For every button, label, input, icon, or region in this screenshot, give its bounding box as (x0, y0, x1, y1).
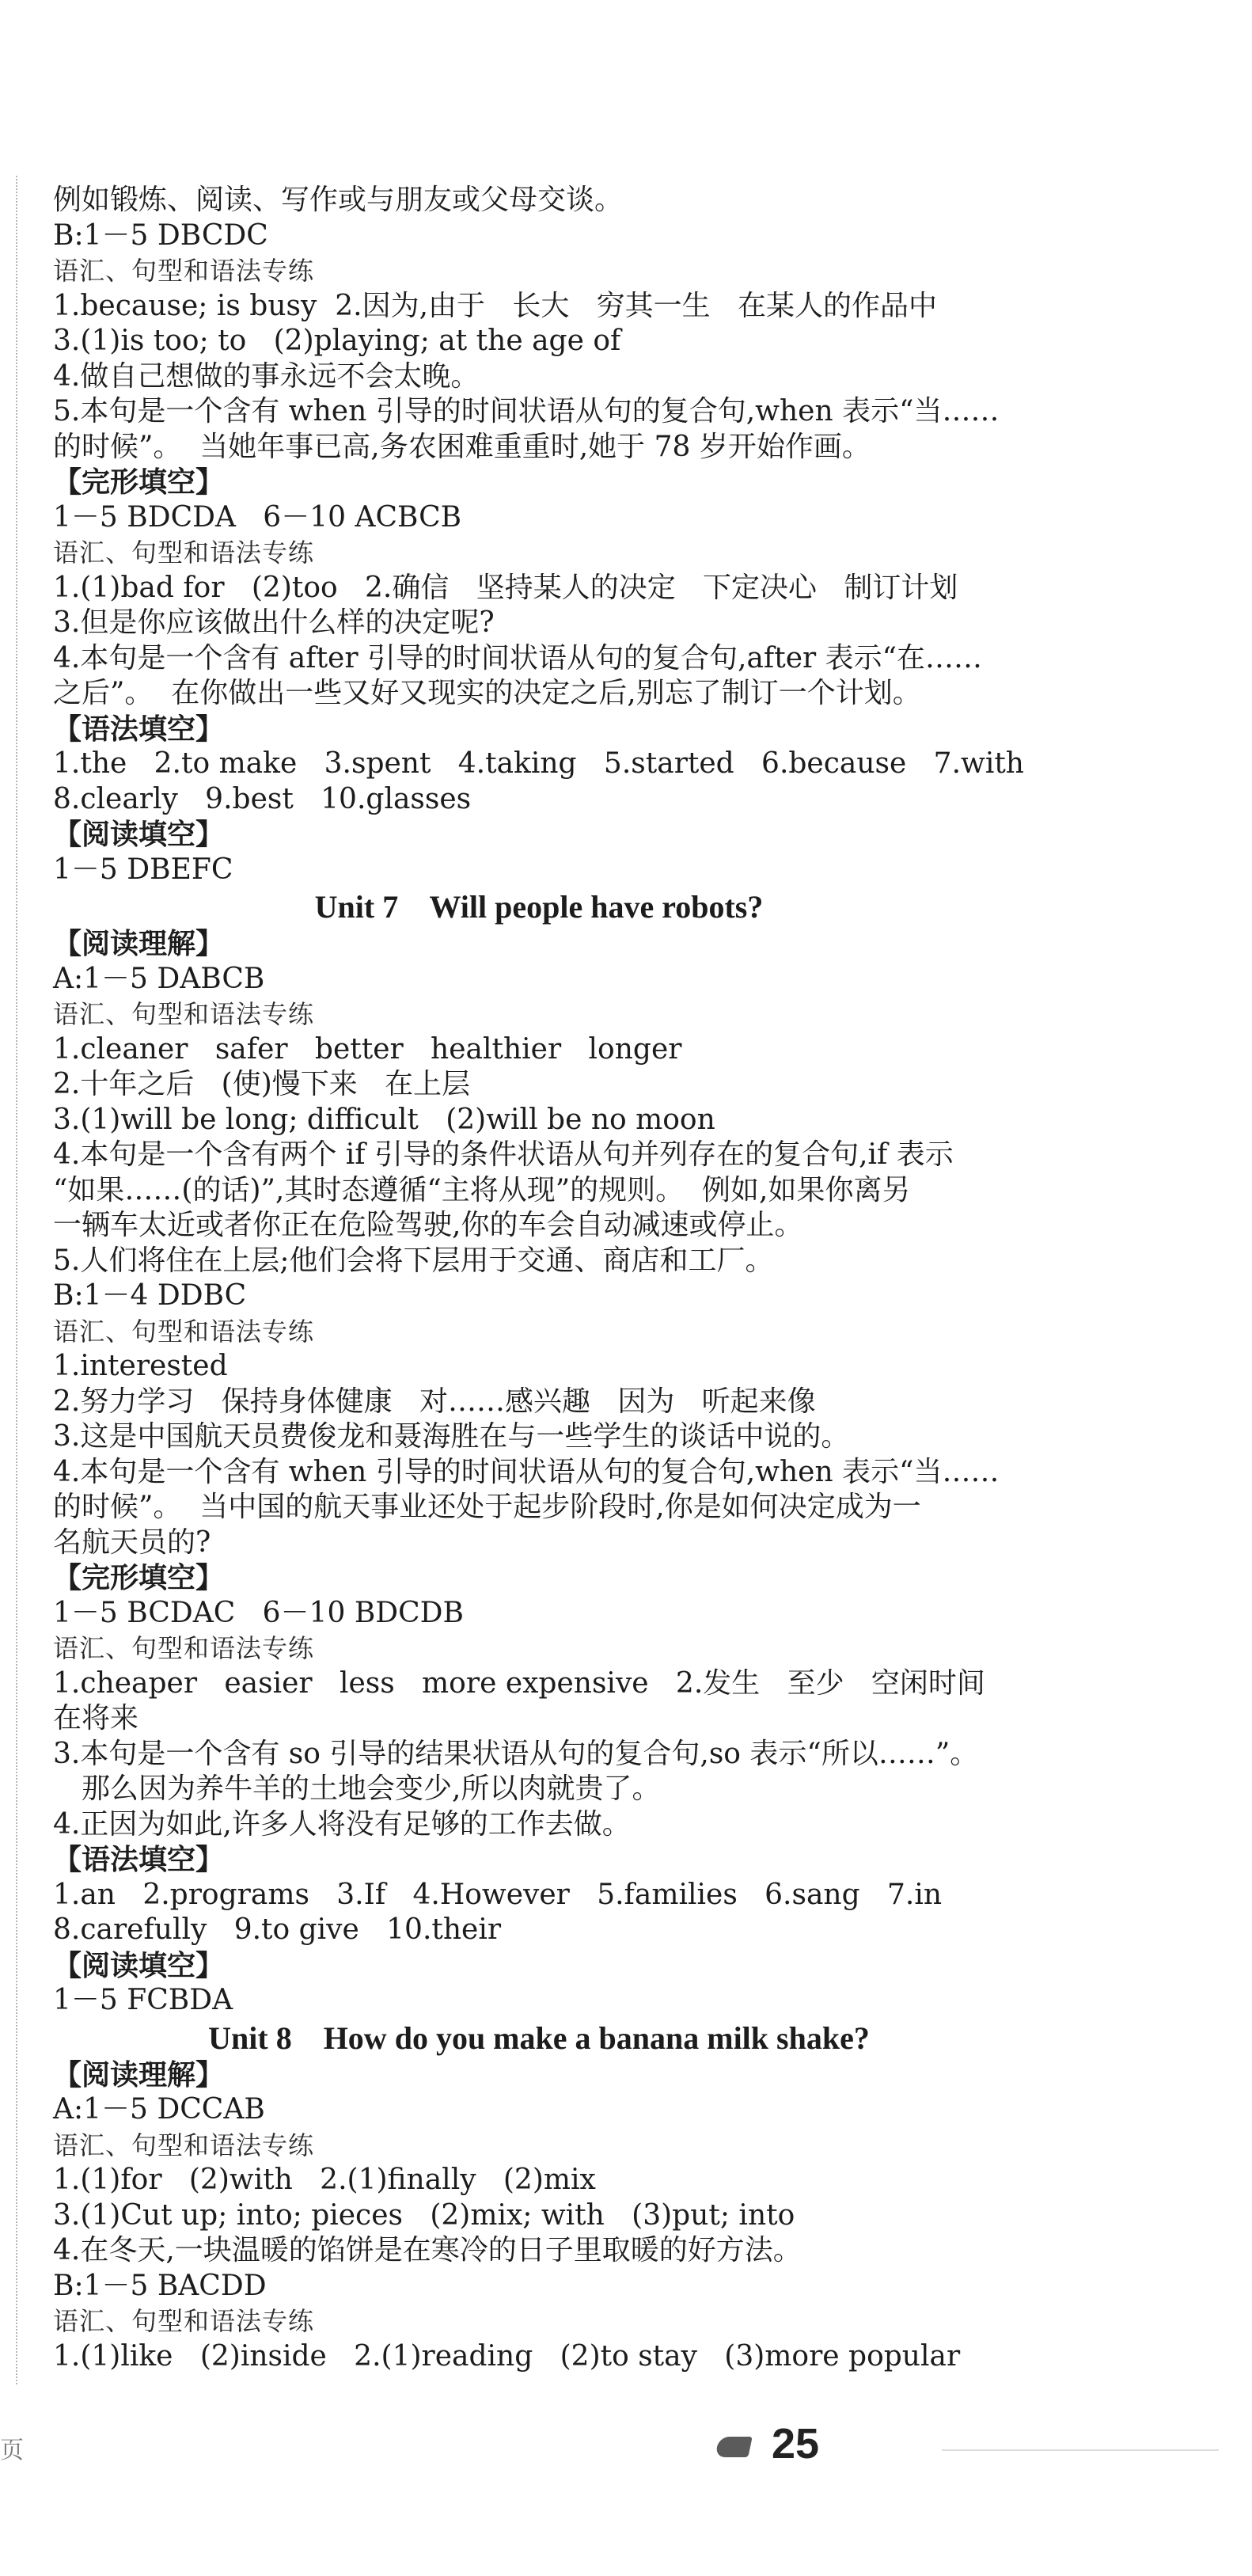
answer-line: 1－5 DBEFC (53, 853, 233, 886)
section-label: 语汇、句型和语法专练 (53, 2306, 315, 2336)
answer-line: 2.努力学习 保持身体健康 对……感兴趣 因为 听起来像 (53, 1385, 816, 1418)
section-label: 语汇、句型和语法专练 (53, 2130, 315, 2160)
answer-line: 3.本句是一个含有 so 引导的结果状语从句的复合句,so 表示“所以……”。 (53, 1737, 979, 1770)
answer-line: 3.这是中国航天员费俊龙和聂海胜在与一些学生的谈话中说的。 (53, 1420, 850, 1453)
answer-line: 4.本句是一个含有 after 引导的时间状语从句的复合句,after 表示“在…… (53, 641, 983, 674)
answer-line: 3.(1)is too; to (2)playing; at the age of (53, 325, 621, 357)
answer-line: 8.clearly 9.best 10.glasses (53, 782, 472, 815)
answer-line: 4.正因为如此,许多人将没有足够的工作去做。 (53, 1807, 631, 1841)
answer-line: 1－5 BCDAC 6－10 BDCDB (53, 1596, 464, 1629)
answer-line: 例如锻炼、阅读、写作或与朋友或父母交谈。 (53, 184, 624, 216)
answer-line: 1.cheaper easier less more expensive 2.发生 至少 空闲时间 (53, 1666, 985, 1700)
answer-line: 1.cleaner safer better healthier longer (53, 1032, 682, 1066)
answer-line: 3.(1)Cut up; into; pieces (2)mix; with (3)put; into (53, 2198, 795, 2232)
answer-line: 3.(1)will be long; difficult (2)will be no moon (53, 1103, 715, 1136)
answer-line: 1.(1)bad for (2)too 2.确信 坚持某人的决定 下定决心 制订计划 (53, 571, 958, 604)
answer-key-column (53, 183, 1082, 2374)
answer-line: 那么因为养牛羊的土地会变少,所以肉就贵了。 (82, 1772, 661, 1805)
section-heading: 【阅读理解】 (53, 927, 225, 960)
answer-line: 4.做自己想做的事永远不会太晚。 (53, 359, 480, 393)
footer-rule (942, 2449, 1219, 2451)
answer-line: 之后”。 在你做出一些又好又现实的决定之后,别忘了制订一个计划。 (53, 677, 921, 709)
answer-line: 的时候”。 当中国的航天事业还处于起步阶段时,你是如何决定成为一 (53, 1491, 921, 1523)
page-label: 页 (0, 2437, 24, 2464)
answer-line: 1.(1)for (2)with 2.(1)finally (2)mix (53, 2164, 596, 2196)
answer-line: B:1－4 DDBC (53, 1279, 247, 1312)
answer-line: 一辆车太近或者你正在危险驾驶,你的车会自动减速或停止。 (53, 1209, 803, 1241)
answer-line: 1.(1)like (2)inside 2.(1)reading (2)to stay (3)more popular (53, 2339, 961, 2373)
answer-line: 4.本句是一个含有 when 引导的时间状语从句的复合句,when 表示“当…… (53, 1455, 1000, 1488)
section-label: 语汇、句型和语法专练 (53, 538, 315, 568)
dotted-margin-rule (16, 176, 17, 2384)
answer-line: 5.本句是一个含有 when 引导的时间状语从句的复合句,when 表示“当…… (53, 395, 1000, 427)
answer-line: 2.十年之后 (使)慢下来 在上层 (53, 1068, 471, 1100)
section-heading: 【阅读填空】 (53, 818, 225, 851)
answer-line: 1－5 BDCDA 6－10 ACBCB (53, 500, 462, 534)
section-label: 语汇、句型和语法专练 (53, 1633, 315, 1663)
answer-line: 1.because; is busy 2.因为,由于 长大 穷其一生 在某人的作品中 (53, 289, 938, 322)
section-heading: 【完形填空】 (53, 1561, 225, 1594)
answer-line: “如果……(的话)”,其时态遵循“主将从现”的规则。 例如,如果你离另 (53, 1173, 911, 1206)
answer-line: 5.人们将住在上层;他们会将下层用于交通、商店和工厂。 (53, 1244, 774, 1277)
page-number: 25 (772, 2420, 820, 2468)
unit-7-title: Unit 7 Will people have robots? (314, 889, 764, 925)
section-heading: 【阅读填空】 (53, 1948, 225, 1982)
section-label: 语汇、句型和语法专练 (53, 256, 315, 286)
answer-line: 8.carefully 9.to give 10.their (53, 1913, 502, 1946)
answer-line: 的时候”。 当她年事已高,务农困难重重时,她于 78 岁开始作画。 (53, 430, 871, 463)
answer-line: 4.本句是一个含有两个 if 引导的条件状语从句并列存在的复合句,if 表示 (53, 1138, 954, 1171)
section-label: 语汇、句型和语法专练 (53, 999, 315, 1029)
answer-line: B:1－5 DBCDC (53, 218, 268, 252)
answer-line: 1－5 FCBDA (53, 1984, 233, 2016)
answer-line: 4.在冬天,一块温暖的馅饼是在寒冷的日子里取暖的好方法。 (53, 2234, 802, 2266)
answer-line: 1.an 2.programs 3.If 4.However 5.families 6.sang 7.in (53, 1878, 943, 1911)
unit-8-title: Unit 8 How do you make a banana milk shake? (208, 2019, 870, 2056)
answer-line: A:1－5 DCCAB (53, 2093, 265, 2126)
answer-line: 1.interested (53, 1350, 228, 1382)
section-label: 语汇、句型和语法专练 (53, 1316, 315, 1347)
section-heading: 【语法填空】 (53, 712, 225, 746)
section-heading: 【语法填空】 (53, 1843, 225, 1876)
answer-line: 在将来 (53, 1702, 139, 1734)
answer-line: 3.但是你应该做出什么样的决定呢? (53, 606, 495, 639)
answer-line: A:1－5 DABCB (53, 962, 265, 995)
answer-line: 1.the 2.to make 3.spent 4.taking 5.started 6.because 7.with (53, 747, 1024, 780)
answer-line: 名航天员的? (53, 1525, 211, 1559)
section-heading: 【阅读理解】 (53, 2057, 225, 2092)
section-heading: 【完形填空】 (53, 465, 225, 499)
page-tab-marker (715, 2437, 753, 2457)
answer-line: B:1－5 BACDD (53, 2269, 267, 2302)
